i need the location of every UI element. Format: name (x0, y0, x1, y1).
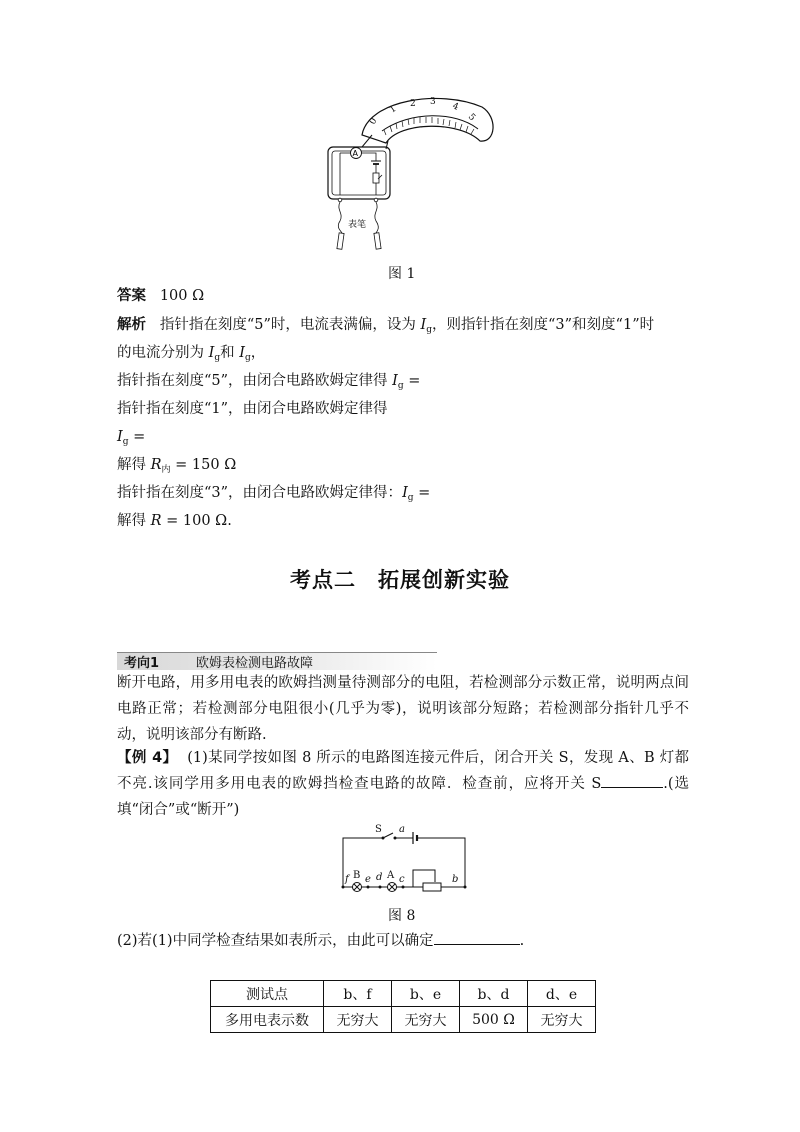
analysis-text: 解得 (117, 513, 151, 529)
analysis-text: ， (250, 345, 266, 361)
subscript: g (214, 353, 221, 363)
label-b: b (452, 874, 459, 885)
topic-title: 欧姆表检测电路故障 (196, 656, 314, 671)
scale-tick-4: 4 (450, 101, 460, 113)
answer-value: 100 Ω (159, 288, 205, 304)
analysis-text: 指针指在刻度“3”，由闭合电路欧姆定律得： (117, 485, 403, 501)
example-text: . (519, 933, 525, 949)
example-text: (1)某同学按如图 8 所示的电路图连接元件后，闭合开关 S，发现 A、B 灯都不亮.该同学用多用电表的欧姆挡检查电路的故障．检查前，应将开关 S (117, 750, 690, 792)
analysis-text: = (128, 429, 146, 445)
var-i: I (239, 345, 245, 361)
var-i: I (117, 429, 123, 445)
table-row-label: 多用电表示数 (211, 1007, 324, 1033)
label-d: d (376, 872, 383, 883)
analysis-line-8 (117, 511, 232, 531)
analysis-line-4: 指针指在刻度“1”，由闭合电路欧姆定律得 (117, 401, 388, 417)
subscript: g (244, 353, 251, 363)
example-part-2 (117, 928, 689, 954)
rheostat-icon (373, 173, 379, 183)
table-header: d、e (528, 981, 596, 1007)
analysis-text: 和 (220, 345, 240, 361)
scale-tick-0: 0 (367, 116, 380, 127)
var-i: I (402, 485, 408, 501)
analysis-line-6 (117, 455, 236, 480)
example-tag: 【例 4】 (117, 750, 178, 766)
answer-label: 答案 (117, 288, 146, 304)
analysis-text: 的电流分别为 (117, 345, 209, 361)
analysis-line-2 (117, 343, 265, 368)
example-text: .(选填“闭合”或“断开”) (117, 776, 689, 818)
probe-right (374, 233, 381, 250)
example-part-1 (117, 745, 689, 823)
subscript: g (426, 325, 432, 335)
table-row (211, 1007, 596, 1033)
figure1-caption: 图 1 (388, 266, 416, 282)
scale-tick-3: 3 (430, 97, 436, 107)
table-cell: 无穷大 (392, 1007, 460, 1033)
result-table (210, 980, 596, 1033)
analysis-text: 指针指在刻度“5”，由闭合电路欧姆定律得 (117, 373, 393, 389)
analysis-line-7 (117, 483, 430, 508)
ohmmeter-figure (320, 95, 500, 255)
label-lamp-b: B (353, 870, 361, 881)
table-cell: 无穷大 (324, 1007, 392, 1033)
analysis-line-3 (117, 371, 420, 396)
table-cell: 500 Ω (460, 1007, 528, 1033)
example-text: (2)若(1)中同学检查结果如表所示，由此可以确定 (117, 933, 434, 949)
table-header: b、d (460, 981, 528, 1007)
figure8-caption: 图 8 (388, 908, 416, 924)
var-i: I (208, 345, 215, 361)
analysis-text: = (403, 373, 421, 389)
section-title: 考点二 拓展创新实验 (290, 568, 510, 592)
var-r: R (150, 457, 162, 473)
table-header-row (211, 981, 596, 1007)
analysis-label: 解析 (117, 317, 146, 333)
ammeter-symbol: A (352, 149, 358, 158)
scale-tick-5: 5 (465, 112, 478, 124)
var-i: I (392, 373, 398, 389)
answer-blank-2[interactable] (434, 930, 520, 945)
topic-body: 断开电路，用多用电表的欧姆挡测量待测部分的电阻，若检测部分示数正常，说明两点间电路正常；若检测部分电阻很小(几乎为零)，说明该部分短路；若检测部分指针几乎不动，说明该部分有断路. (117, 675, 689, 743)
label-e: e (365, 874, 371, 885)
label-a: a (399, 824, 405, 835)
scale-tick-1: 1 (387, 103, 399, 116)
label-s: S (375, 824, 382, 835)
var-i: I (420, 317, 427, 333)
topic-tag: 考向1 (124, 656, 160, 671)
scale-tick-2: 2 (410, 99, 416, 109)
subscript: g (407, 493, 414, 503)
table-header: b、e (392, 981, 460, 1007)
subscript: g (122, 437, 129, 447)
label-lamp-a: A (387, 870, 395, 881)
answer-line (117, 286, 204, 306)
meter-dial-outline (362, 98, 493, 143)
analysis-text: ，则指针指在刻度“3”和刻度“1”时 (432, 317, 655, 333)
analysis-line-1 (117, 315, 654, 340)
circuit-figure (335, 822, 475, 894)
probe-label: 表笔 (348, 220, 367, 230)
table-header: 测试点 (211, 981, 324, 1007)
answer-blank-1[interactable] (601, 773, 663, 788)
subscript: 内 (161, 465, 171, 475)
analysis-text: 指针指在刻度“5”时，电流表满偏，设为 (159, 317, 421, 333)
analysis-line-5 (117, 427, 145, 452)
label-c: c (399, 874, 405, 885)
subscript: g (397, 381, 404, 391)
var-r: R (150, 513, 162, 529)
analysis-text: = 100 Ω. (161, 513, 232, 529)
analysis-text: = 150 Ω (170, 457, 237, 473)
analysis-text: = (413, 485, 431, 501)
table-cell: 无穷大 (528, 1007, 596, 1033)
probe-left (337, 233, 344, 250)
analysis-text: 解得 (117, 457, 151, 473)
label-f: f (345, 874, 349, 885)
table-header: b、f (324, 981, 392, 1007)
